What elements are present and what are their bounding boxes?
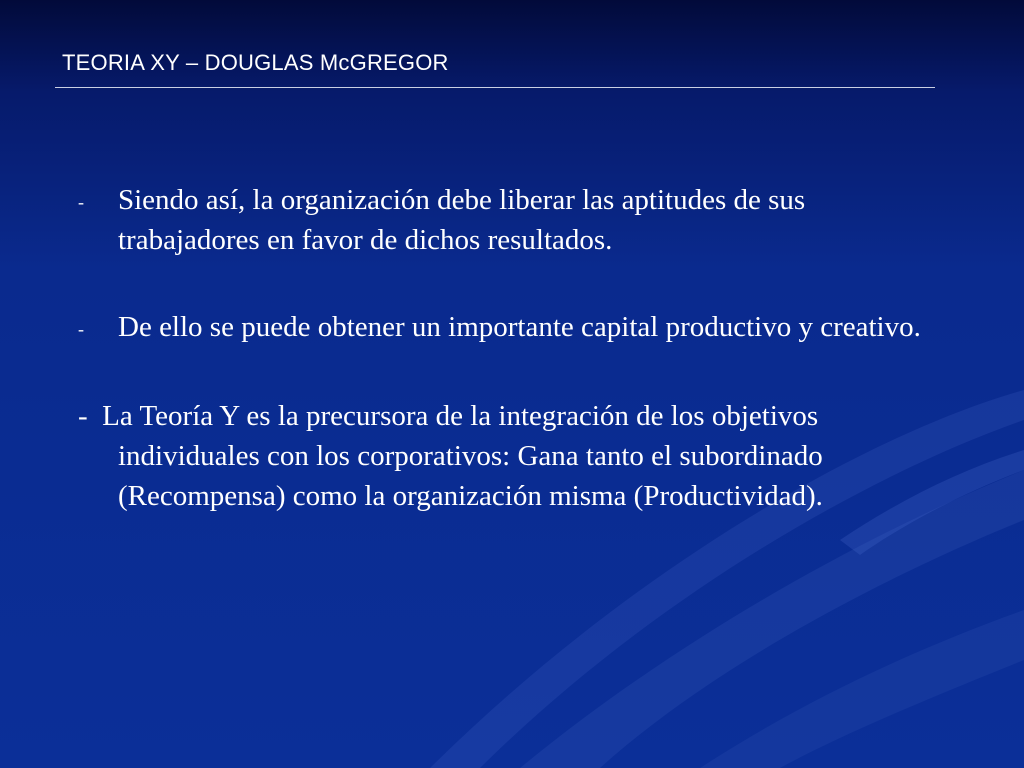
bullet-marker: - <box>78 319 84 339</box>
bullet-marker: - <box>78 400 88 432</box>
bullet-text: De ello se puede obtener un importante capital productivo y creativo. <box>118 311 921 343</box>
slide-body <box>78 180 958 563</box>
bullet-paragraph <box>78 396 948 516</box>
bullet-text: Siendo así, la organización debe liberar las aptitudes de sus trabajadores en favor de dichos resultados. <box>118 184 806 256</box>
bullet-text: La Teoría Y es la precursora de la integración de los objetivos individuales con los corporativos: Gana tanto el subordinado (Recompensa) como la organización misma (Productividad). <box>102 400 823 512</box>
bullet-item <box>78 396 958 516</box>
bullet-item <box>78 180 958 260</box>
bullet-item <box>78 307 958 349</box>
slide-title: TEORIA XY – DOUGLAS McGREGOR <box>62 50 449 75</box>
title-divider <box>55 87 935 88</box>
bullet-marker: - <box>78 192 84 212</box>
